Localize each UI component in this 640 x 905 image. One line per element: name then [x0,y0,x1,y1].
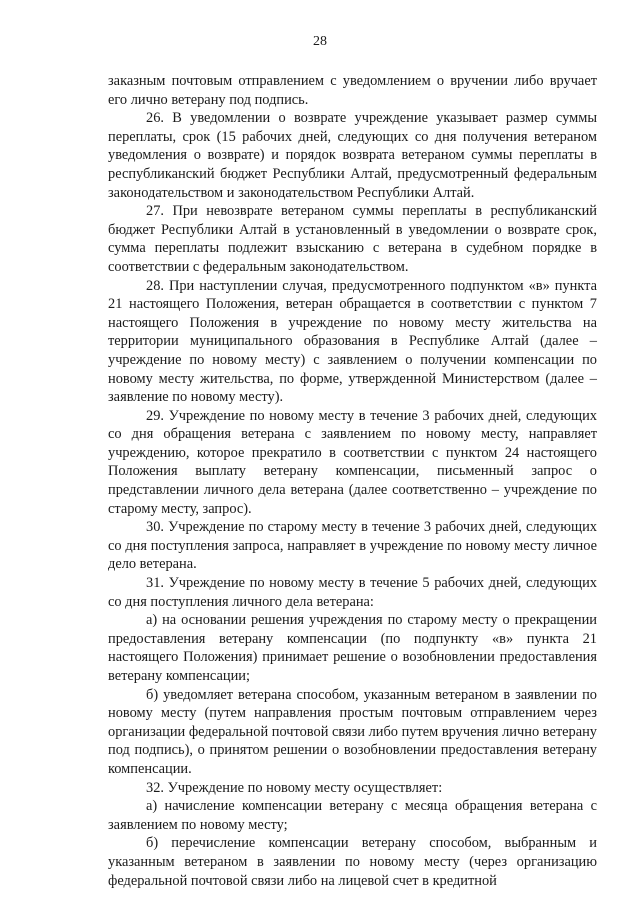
paragraph-31: 31. Учреждение по новому месту в течение 5 рабочих дней, следующих со дня поступления личного дела ветерана: [108,575,597,610]
paragraph-32-a: а) начисление компенсации ветерану с месяца обращения ветерана с заявлением по новому месту; [108,798,597,833]
paragraph-31-b: б) уведомляет ветерана способом, указанным ветераном в заявлении по новому месту (путем направления простым почтовым отправлением через организации федеральной почтовой связи либо путем вручения лично ветерану под подпись), о принятом решении о возобновлении предоставления ветерану компенсации. [108,686,597,777]
paragraph-26: 26. В уведомлении о возврате учреждение указывает размер суммы переплаты, срок (15 рабочих дней, следующих со дня получения ветераном уведомления о возврате) и порядок возврата ветераном суммы переплаты в республиканский бюджет Республики Алтай, предусмотренный федеральным законодательством и законодательством Республики Алтай. [108,110,597,201]
paragraph-27: 27. При невозврате ветераном суммы переплаты в республиканский бюджет Республики Алтай в установленный в уведомлении о возврате срок, сумма переплаты подлежит взысканию с ветерана в судебном порядке в соответствии с федеральным законодательством. [108,203,597,275]
paragraph-30: 30. Учреждение по старому месту в течение 3 рабочих дней, следующих со дня поступления запроса, направляет в учреждение по новому месту личное дело ветерана. [108,519,597,573]
paragraph-32: 32. Учреждение по новому месту осуществляет: [146,779,443,796]
paragraph-28: 28. При наступлении случая, предусмотренного подпунктом «в» пункта 21 настоящего Положения, ветеран обращается в соответствии с пунктом 7 настоящего Положения в учреждение по новому месту жительства на территории муниципального образования в Республике Алтай (далее – учреждение по новому месту) с заявлением о получении компенсации по новому месту жительства, по форме, утвержденной Министерством (далее – заявление по новому месту). [108,277,597,406]
paragraph-32-b: б) перечисление компенсации ветерану способом, выбранным и указанным ветераном в заявлении по новому месту (через организацию федеральной почтовой связи либо на лицевой счет в кредитной [108,835,597,889]
document-body [108,72,597,890]
paragraph-continuation: заказным почтовым отправлением с уведомлением о вручении либо вручает его лично ветерану под подпись. [108,73,597,108]
paragraph-29: 29. Учреждение по новому месту в течение 3 рабочих дней, следующих со дня обращения ветерана с заявлением по новому месту, направляет учреждению, которое прекратило в соответствии с пунктом 24 настоящего Положения выплату ветерану компенсации, письменный запрос о представлении личного дела ветерана (далее соответственно – учреждение по старому месту, запрос). [108,407,597,517]
paragraph-31-a: а) на основании решения учреждения по старому месту о прекращении предоставления ветерану компенсации (по подпункту «в» пункта 21 настоящего Положения) принимает решение о возобновлении предоставления ветерану компенсации; [108,612,597,684]
page-number: 28 [313,34,327,49]
